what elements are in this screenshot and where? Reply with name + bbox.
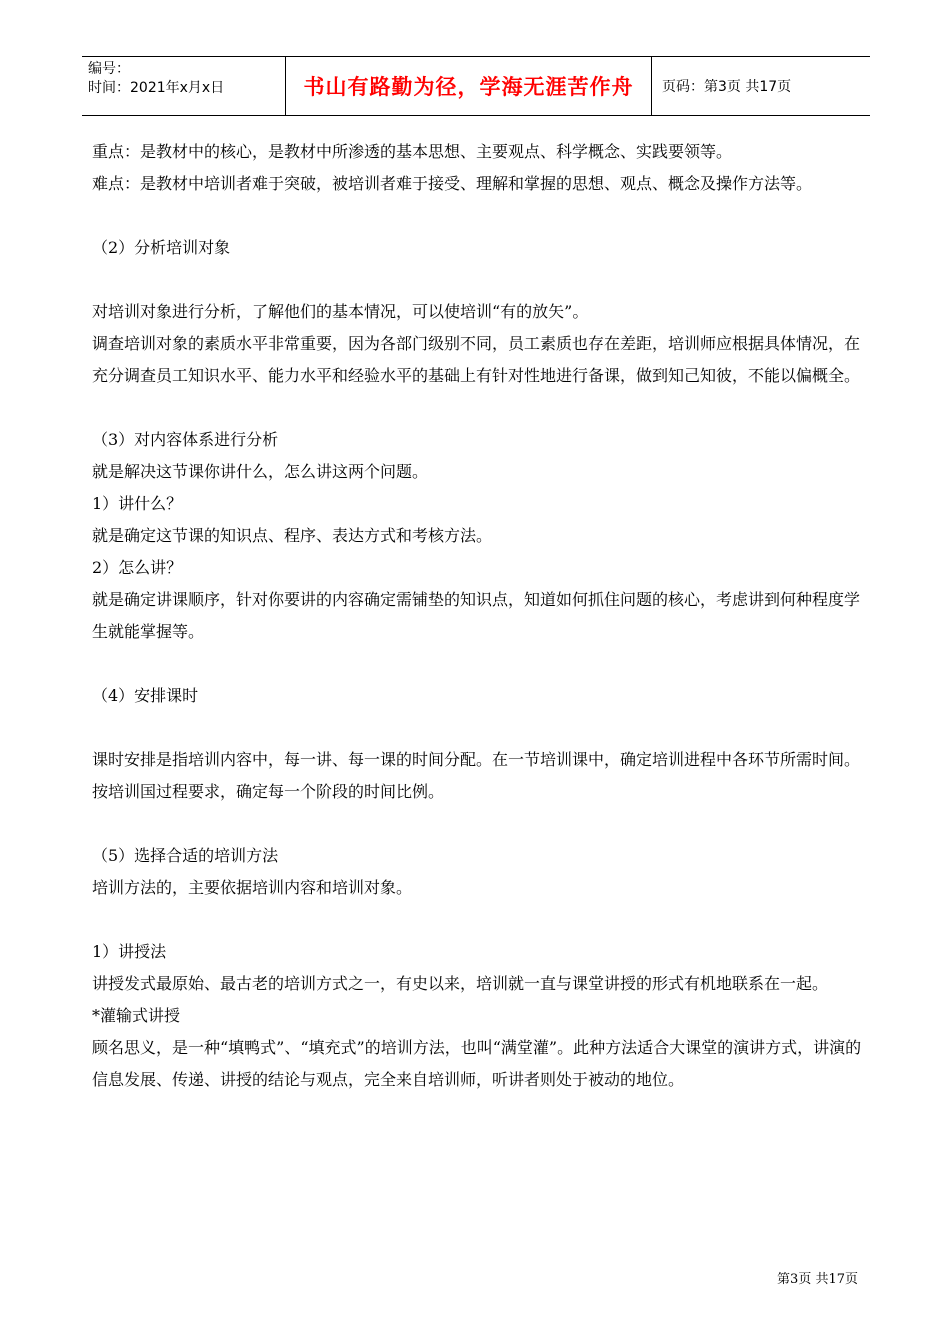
header-motto: 书山有路勤为径，学海无涯苦作舟 [286, 57, 652, 115]
paragraph-spacer [92, 712, 862, 744]
body-paragraph: （2）分析培训对象 [92, 238, 231, 257]
body-paragraph: 就是确定讲课顺序，针对你要讲的内容确定需铺垫的知识点，知道如何抓住问题的核心，考虑讲到何种程度学生就能掌握等。 [92, 590, 861, 641]
body-paragraph: （5）选择合适的培训方法 [92, 846, 279, 865]
page-footer: 第3页 共17页 [777, 1272, 858, 1287]
header-meta [82, 57, 286, 115]
page-header [82, 56, 870, 116]
body-paragraph: 就是解决这节课你讲什么，怎么讲这两个问题。 [92, 462, 429, 481]
body-paragraph: 就是确定这节课的知识点、程序、表达方式和考核方法。 [92, 526, 493, 545]
body-paragraph: *灌输式讲授 [92, 1006, 181, 1025]
document-time-label: 时间：2021年x月x日 [88, 80, 225, 96]
body-paragraph: 顾名思义，是一种“填鸭式”、“填充式”的培训方法，也叫“满堂灌”。此种方法适合大课堂的演讲方式，讲演的信息发展、传递、讲授的结论与观点，完全来自培训师，听讲者则处于被动的地位。 [92, 1038, 862, 1089]
paragraph-spacer [92, 392, 862, 424]
body-paragraph: 1）讲什么？ [92, 494, 183, 513]
body-paragraph: 讲授发式最原始、最古老的培训方式之一，有史以来，培训就一直与课堂讲授的形式有机地联系在一起。 [92, 974, 829, 993]
body-paragraph: 培训方法的，主要依据培训内容和培训对象。 [92, 878, 413, 897]
body-paragraph: 1）讲授法 [92, 942, 167, 961]
paragraph-spacer [92, 904, 862, 936]
body-paragraph: 课时安排是指培训内容中，每一讲、每一课的时间分配。在一节培训课中，确定培训进程中各环节所需时间。按培训国过程要求，确定每一个阶段的时间比例。 [92, 750, 861, 801]
body-paragraph: （3）对内容体系进行分析 [92, 430, 279, 449]
paragraph-spacer [92, 200, 862, 232]
document-body [92, 136, 862, 1096]
body-paragraph: 对培训对象进行分析，了解他们的基本情况，可以使培训“有的放矢”。 [92, 302, 589, 321]
paragraph-spacer [92, 264, 862, 296]
header-page-label: 页码：第3页 共17页 [662, 79, 792, 95]
paragraph-spacer [92, 648, 862, 680]
document-number-label: 编号： [88, 61, 130, 77]
body-paragraph: 难点：是教材中培训者难于突破，被培训者难于接受、理解和掌握的思想、观点、概念及操作方法等。 [92, 174, 813, 193]
body-paragraph: 重点：是教材中的核心，是教材中所渗透的基本思想、主要观点、科学概念、实践要领等。 [92, 142, 733, 161]
body-paragraph: 2）怎么讲？ [92, 558, 183, 577]
body-paragraph: （4）安排课时 [92, 686, 199, 705]
body-paragraph: 调查培训对象的素质水平非常重要，因为各部门级别不同，员工素质也存在差距，培训师应根据具体情况，在充分调查员工知识水平、能力水平和经验水平的基础上有针对性地进行备课，做到知己知彼，不能以偏概全。 [92, 334, 861, 385]
paragraph-spacer [92, 808, 862, 840]
